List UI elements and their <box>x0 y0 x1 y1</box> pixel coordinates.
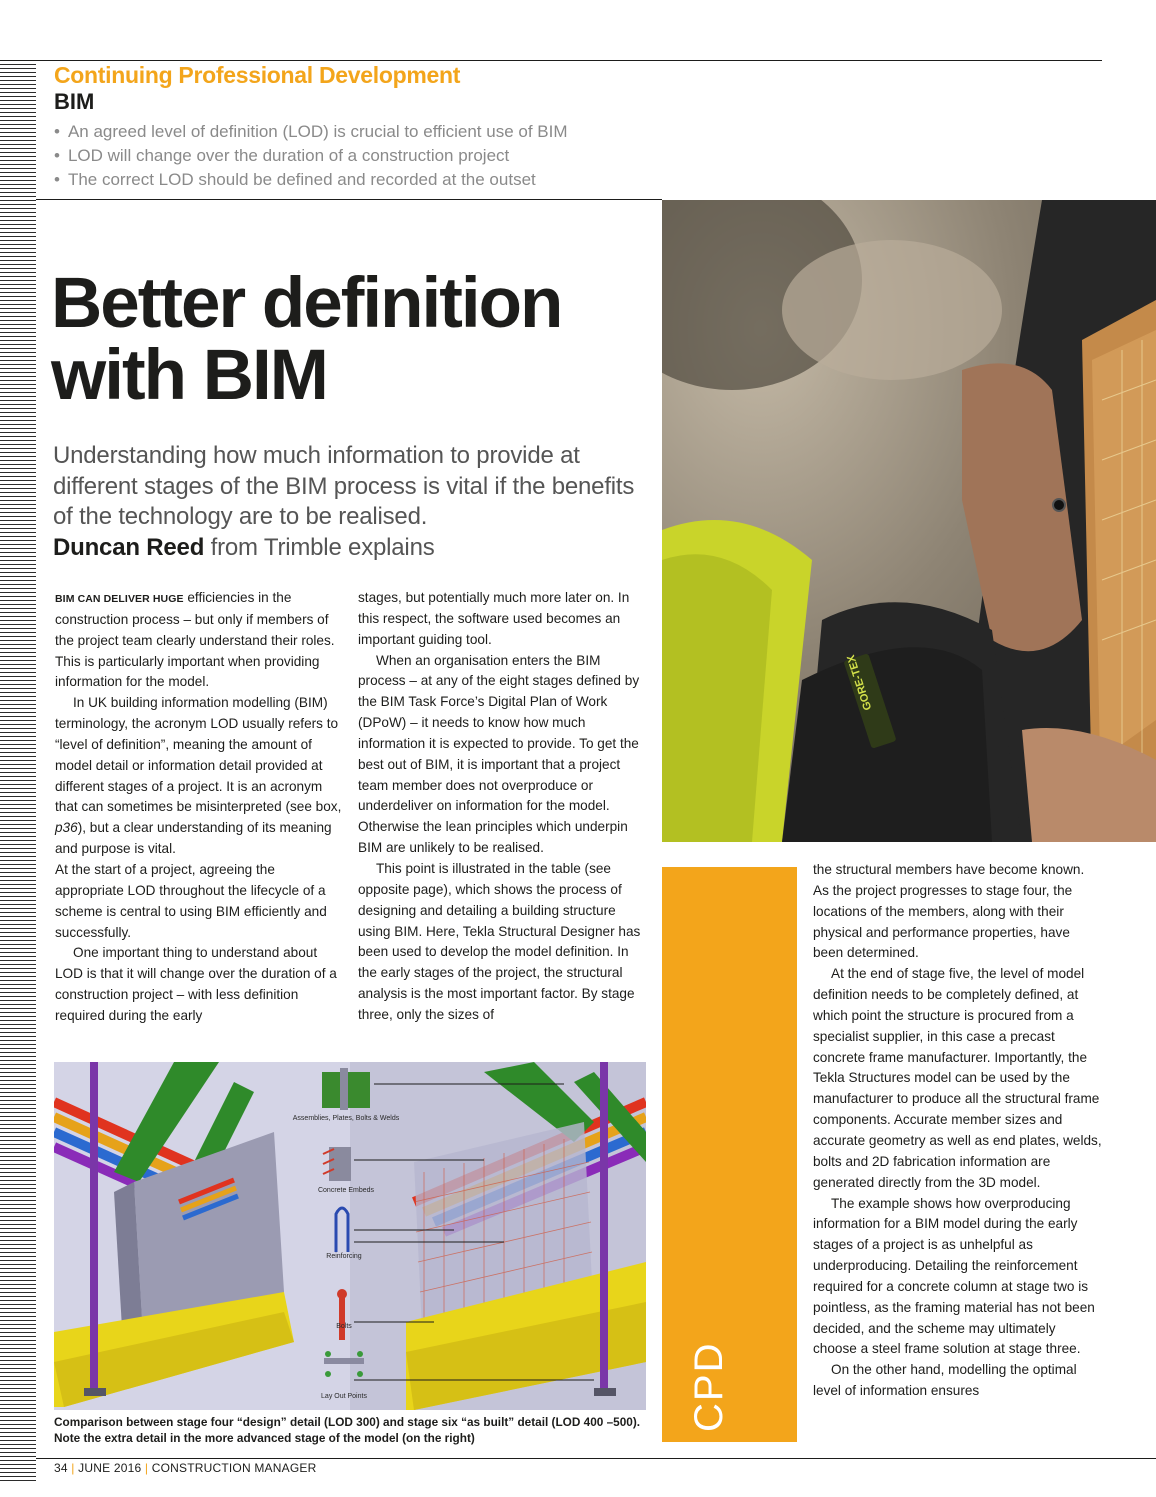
summary-bullets <box>54 120 568 192</box>
decorative-stripes <box>0 64 36 1484</box>
bottom-rule <box>36 1458 1156 1459</box>
paragraph: At the end of stage five, the level of model definition needs to be completely defined, at which point the structure is procured from a specialist supplier, in this case a precast concrete frame manufacturer. Importantly, the Tekla Structures model can be used by the manufacturer to produce all the structural frame components. Accurate member sizes and accurate geometry as well as end plates, welds, bolts and 2D fabrication information are generated directly from the 3D model. <box>813 966 1102 1190</box>
figure-label: Reinforcing <box>326 1253 362 1260</box>
byline-rest: from Trimble explains <box>210 533 435 561</box>
page-reference: p36 <box>55 820 78 836</box>
tablet-photo-illustration <box>662 200 1156 842</box>
section-title: Continuing Professional Development <box>54 62 461 88</box>
tablet-photo <box>662 200 1156 842</box>
section-subtitle: BIM <box>54 89 95 114</box>
figure-label: Lay Out Points <box>321 1393 367 1400</box>
summary-bullet: • LOD will change over the duration of a construction project <box>54 144 568 168</box>
summary-bullet: • An agreed level of definition (LOD) is crucial to efficient use of BIM <box>54 120 568 144</box>
byline-name: Duncan Reed <box>53 533 205 561</box>
paragraph: stages, but potentially much more later on. In this respect, the software used becomes an important guiding tool. <box>358 590 630 647</box>
bim-model-illustration <box>54 1062 646 1410</box>
glove-label: GORE-TEX <box>845 653 875 712</box>
headline-line-1: Better definition <box>51 264 562 343</box>
standfirst-text: Understanding how much information to provide at different stages of the BIM process is vital if the benefits of the technology are to be realised. <box>53 442 635 530</box>
bim-comparison-figure <box>54 1062 646 1410</box>
paragraph: This point is illustrated in the table (see opposite page), which shows the process of designing and detailing a building structure using BIM. Here, Tekla Structural Designer has been used to develop the model definition. In the early stages of the project, the structural analysis is the most important factor. By stage three, only the sizes of <box>358 860 641 1022</box>
headline-line-2: with BIM <box>51 336 327 415</box>
headline <box>51 264 651 415</box>
footer-separator: | <box>71 1461 75 1475</box>
figure-label: Concrete Embeds <box>317 1187 375 1194</box>
footer-separator: | <box>144 1461 149 1475</box>
paragraph: On the other hand, modelling the optimal level of information ensures <box>813 1362 1077 1399</box>
paragraph <box>55 693 345 860</box>
figure-label: Bolts <box>336 1323 352 1330</box>
article-column-2 <box>358 588 648 1026</box>
paragraph-text: efficiencies in the construction process – but only if members of the project team clearly understand their roles. This is particularly important when providing information for the model. <box>55 590 335 690</box>
paragraph-text: ), but a clear understanding of its meaning and purpose is vital. <box>55 820 332 857</box>
paragraph: When an organisation enters the BIM process – at any of the eight stages defined by the BIM Task Force’s Digital Plan of Work (DPoW) – it needs to know how much information it is expected to provide. To get the best out of BIM, it is important that a project team member does not overproduce or underdeliver on information for the model. Otherwise the lean principles which underpin BIM are unlikely to be realised. <box>358 652 640 856</box>
cpd-side-tab <box>662 867 797 1442</box>
paragraph: At the start of a project, agreeing the appropriate LOD throughout the lifecycle of a scheme is central to using BIM efficiently and successfully. <box>55 861 327 940</box>
page-number: 34 <box>54 1461 68 1475</box>
page-footer <box>54 1461 316 1475</box>
lead-in: BIM CAN DELIVER HUGE <box>55 593 184 605</box>
publication-name: CONSTRUCTION MANAGER <box>151 1461 317 1475</box>
paragraph <box>55 588 345 693</box>
paragraph-text: In UK building information modelling (BIM) terminology, the acronym LOD usually refers to “level of definition”, meaning the amount of model detail or information detail provided at different stages of a project. It is an acronym that can sometimes be misinterpreted (see box, <box>55 695 342 815</box>
figure-caption: Comparison between stage four “design” detail (LOD 300) and stage six “as built” detail (LOD 400 –500). Note the extra detail in the more advanced stage of the model (on the right) <box>54 1415 641 1445</box>
paragraph: One important thing to understand about LOD is that it will change over the duration of a construction project – with less definition required during the early <box>55 945 337 1023</box>
figure-label: Assemblies, Plates, Bolts & Welds <box>292 1115 400 1122</box>
issue-date: JUNE 2016 <box>78 1461 142 1475</box>
article-column-1 <box>55 588 345 1027</box>
paragraph: The example shows how overproducing information for a BIM model during the early stages of a project is as unhelpful as underproducing. Detailing the reinforcement required for a concrete column at stage two is pointless, as the framing material has not been decided, and the scheme may ultimately choose a steel frame solution at stage three. <box>813 1195 1095 1357</box>
paragraph: the structural members have become known. As the project progresses to stage four, the locations of the members, along with their physical and performance properties, have been determined. <box>813 862 1085 961</box>
top-rule <box>0 60 1102 61</box>
cpd-label: CPD <box>687 1341 731 1432</box>
article-column-3 <box>813 860 1103 1402</box>
standfirst <box>53 441 653 563</box>
summary-bullet: • The correct LOD should be defined and recorded at the outset <box>54 168 568 192</box>
header-rule <box>36 199 662 200</box>
